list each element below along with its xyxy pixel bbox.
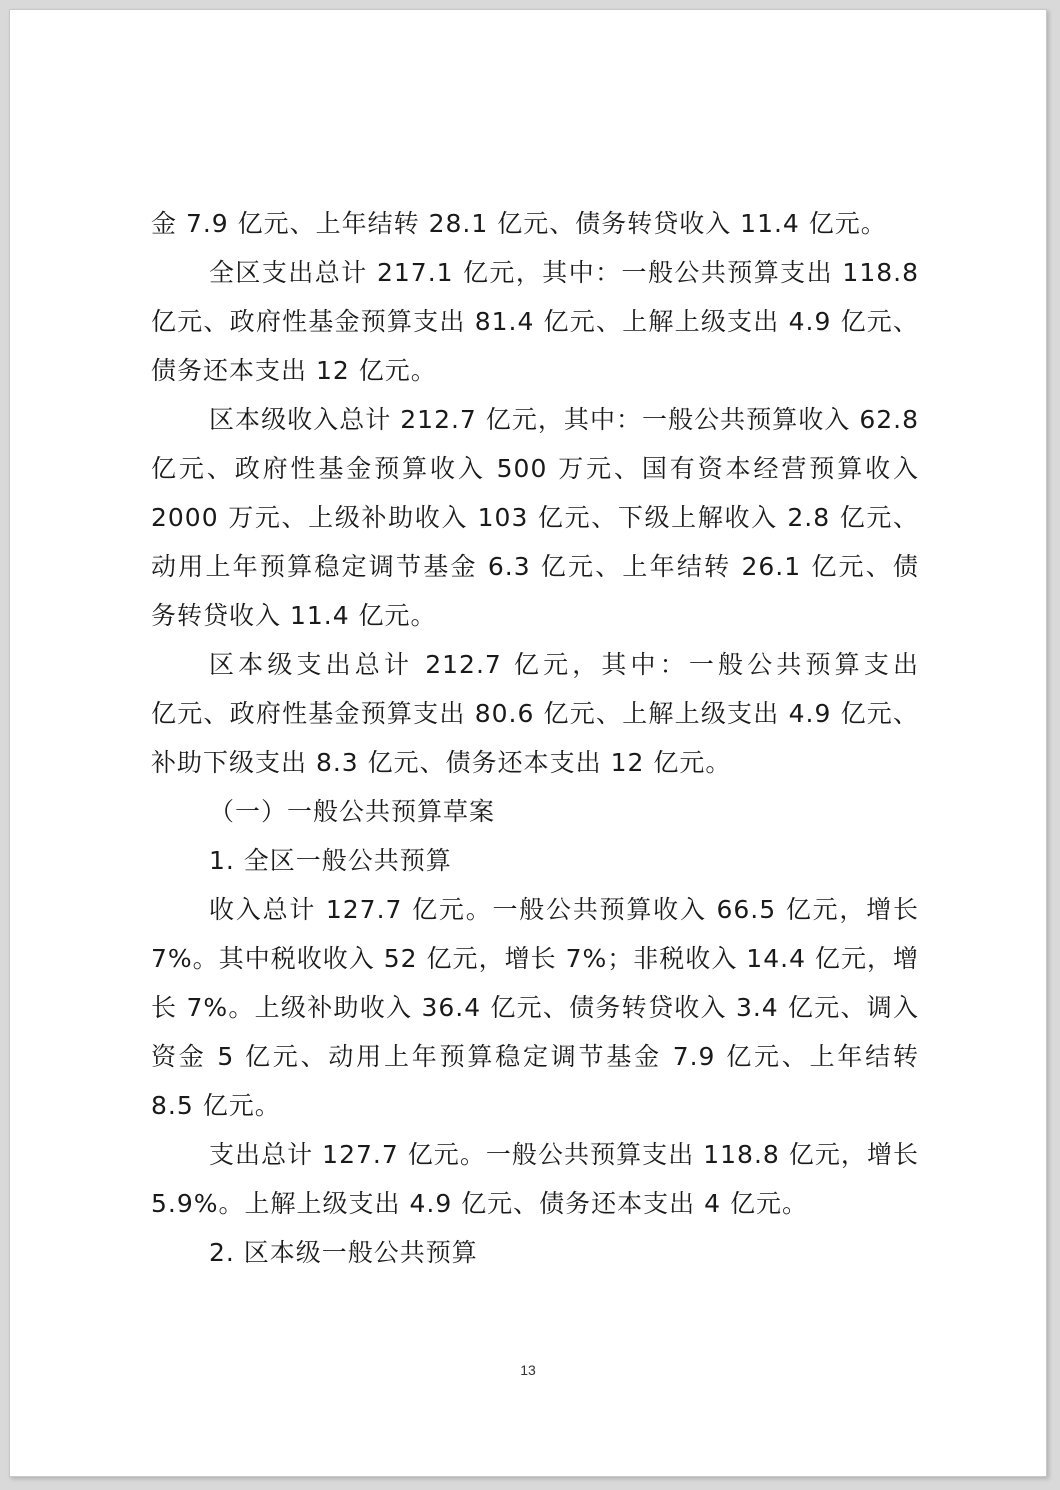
text-line: 亿元、政府性基金预算支出 81.4 亿元、上解上级支出 4.9 亿元、 <box>151 307 919 336</box>
text-line: 1. 全区一般公共预算 <box>209 846 452 875</box>
text-line: 全区支出总计 217.1 亿元，其中：一般公共预算支出 118.8 <box>209 258 919 287</box>
text-line: 8.5 亿元。 <box>151 1091 281 1120</box>
text-line: 7%。其中税收收入 52 亿元，增长 7%；非税收入 14.4 亿元，增 <box>151 944 919 973</box>
text-line: 动用上年预算稳定调节基金 6.3 亿元、上年结转 26.1 亿元、债 <box>151 552 919 581</box>
text-line: 亿元、政府性基金预算支出 80.6 亿元、上解上级支出 4.9 亿元、 <box>151 699 919 728</box>
text-line: 长 7%。上级补助收入 36.4 亿元、债务转贷收入 3.4 亿元、调入 <box>151 993 919 1022</box>
text-line: 资金 5 亿元、动用上年预算稳定调节基金 7.9 亿元、上年结转 <box>151 1042 919 1071</box>
text-line: 务转贷收入 11.4 亿元。 <box>151 601 437 630</box>
text-line: 5.9%。上解上级支出 4.9 亿元、债务还本支出 4 亿元。 <box>151 1189 808 1218</box>
text-line: 债务还本支出 12 亿元。 <box>151 356 437 385</box>
text-line: （一）一般公共预算草案 <box>209 797 496 826</box>
text-line: 2000 万元、上级补助收入 103 亿元、下级上解收入 2.8 亿元、 <box>151 503 919 532</box>
body-text <box>151 199 919 1277</box>
text-line: 支出总计 127.7 亿元。一般公共预算支出 118.8 亿元，增长 <box>209 1140 919 1169</box>
text-line: 2. 区本级一般公共预算 <box>209 1238 478 1267</box>
text-line: 收入总计 127.7 亿元。一般公共预算收入 66.5 亿元，增长 <box>209 895 919 924</box>
page-number: 13 <box>520 1362 536 1378</box>
text-line: 金 7.9 亿元、上年结转 28.1 亿元、债务转贷收入 11.4 亿元。 <box>151 209 887 238</box>
text-line: 亿元、政府性基金预算收入 500 万元、国有资本经营预算收入 <box>151 454 919 483</box>
document-page <box>9 9 1047 1477</box>
text-line: 区本级收入总计 212.7 亿元，其中：一般公共预算收入 62.8 <box>209 405 919 434</box>
text-line: 补助下级支出 8.3 亿元、债务还本支出 12 亿元。 <box>151 748 732 777</box>
text-line: 区本级支出总计 212.7 亿元，其中：一般公共预算支出 <box>209 650 919 679</box>
